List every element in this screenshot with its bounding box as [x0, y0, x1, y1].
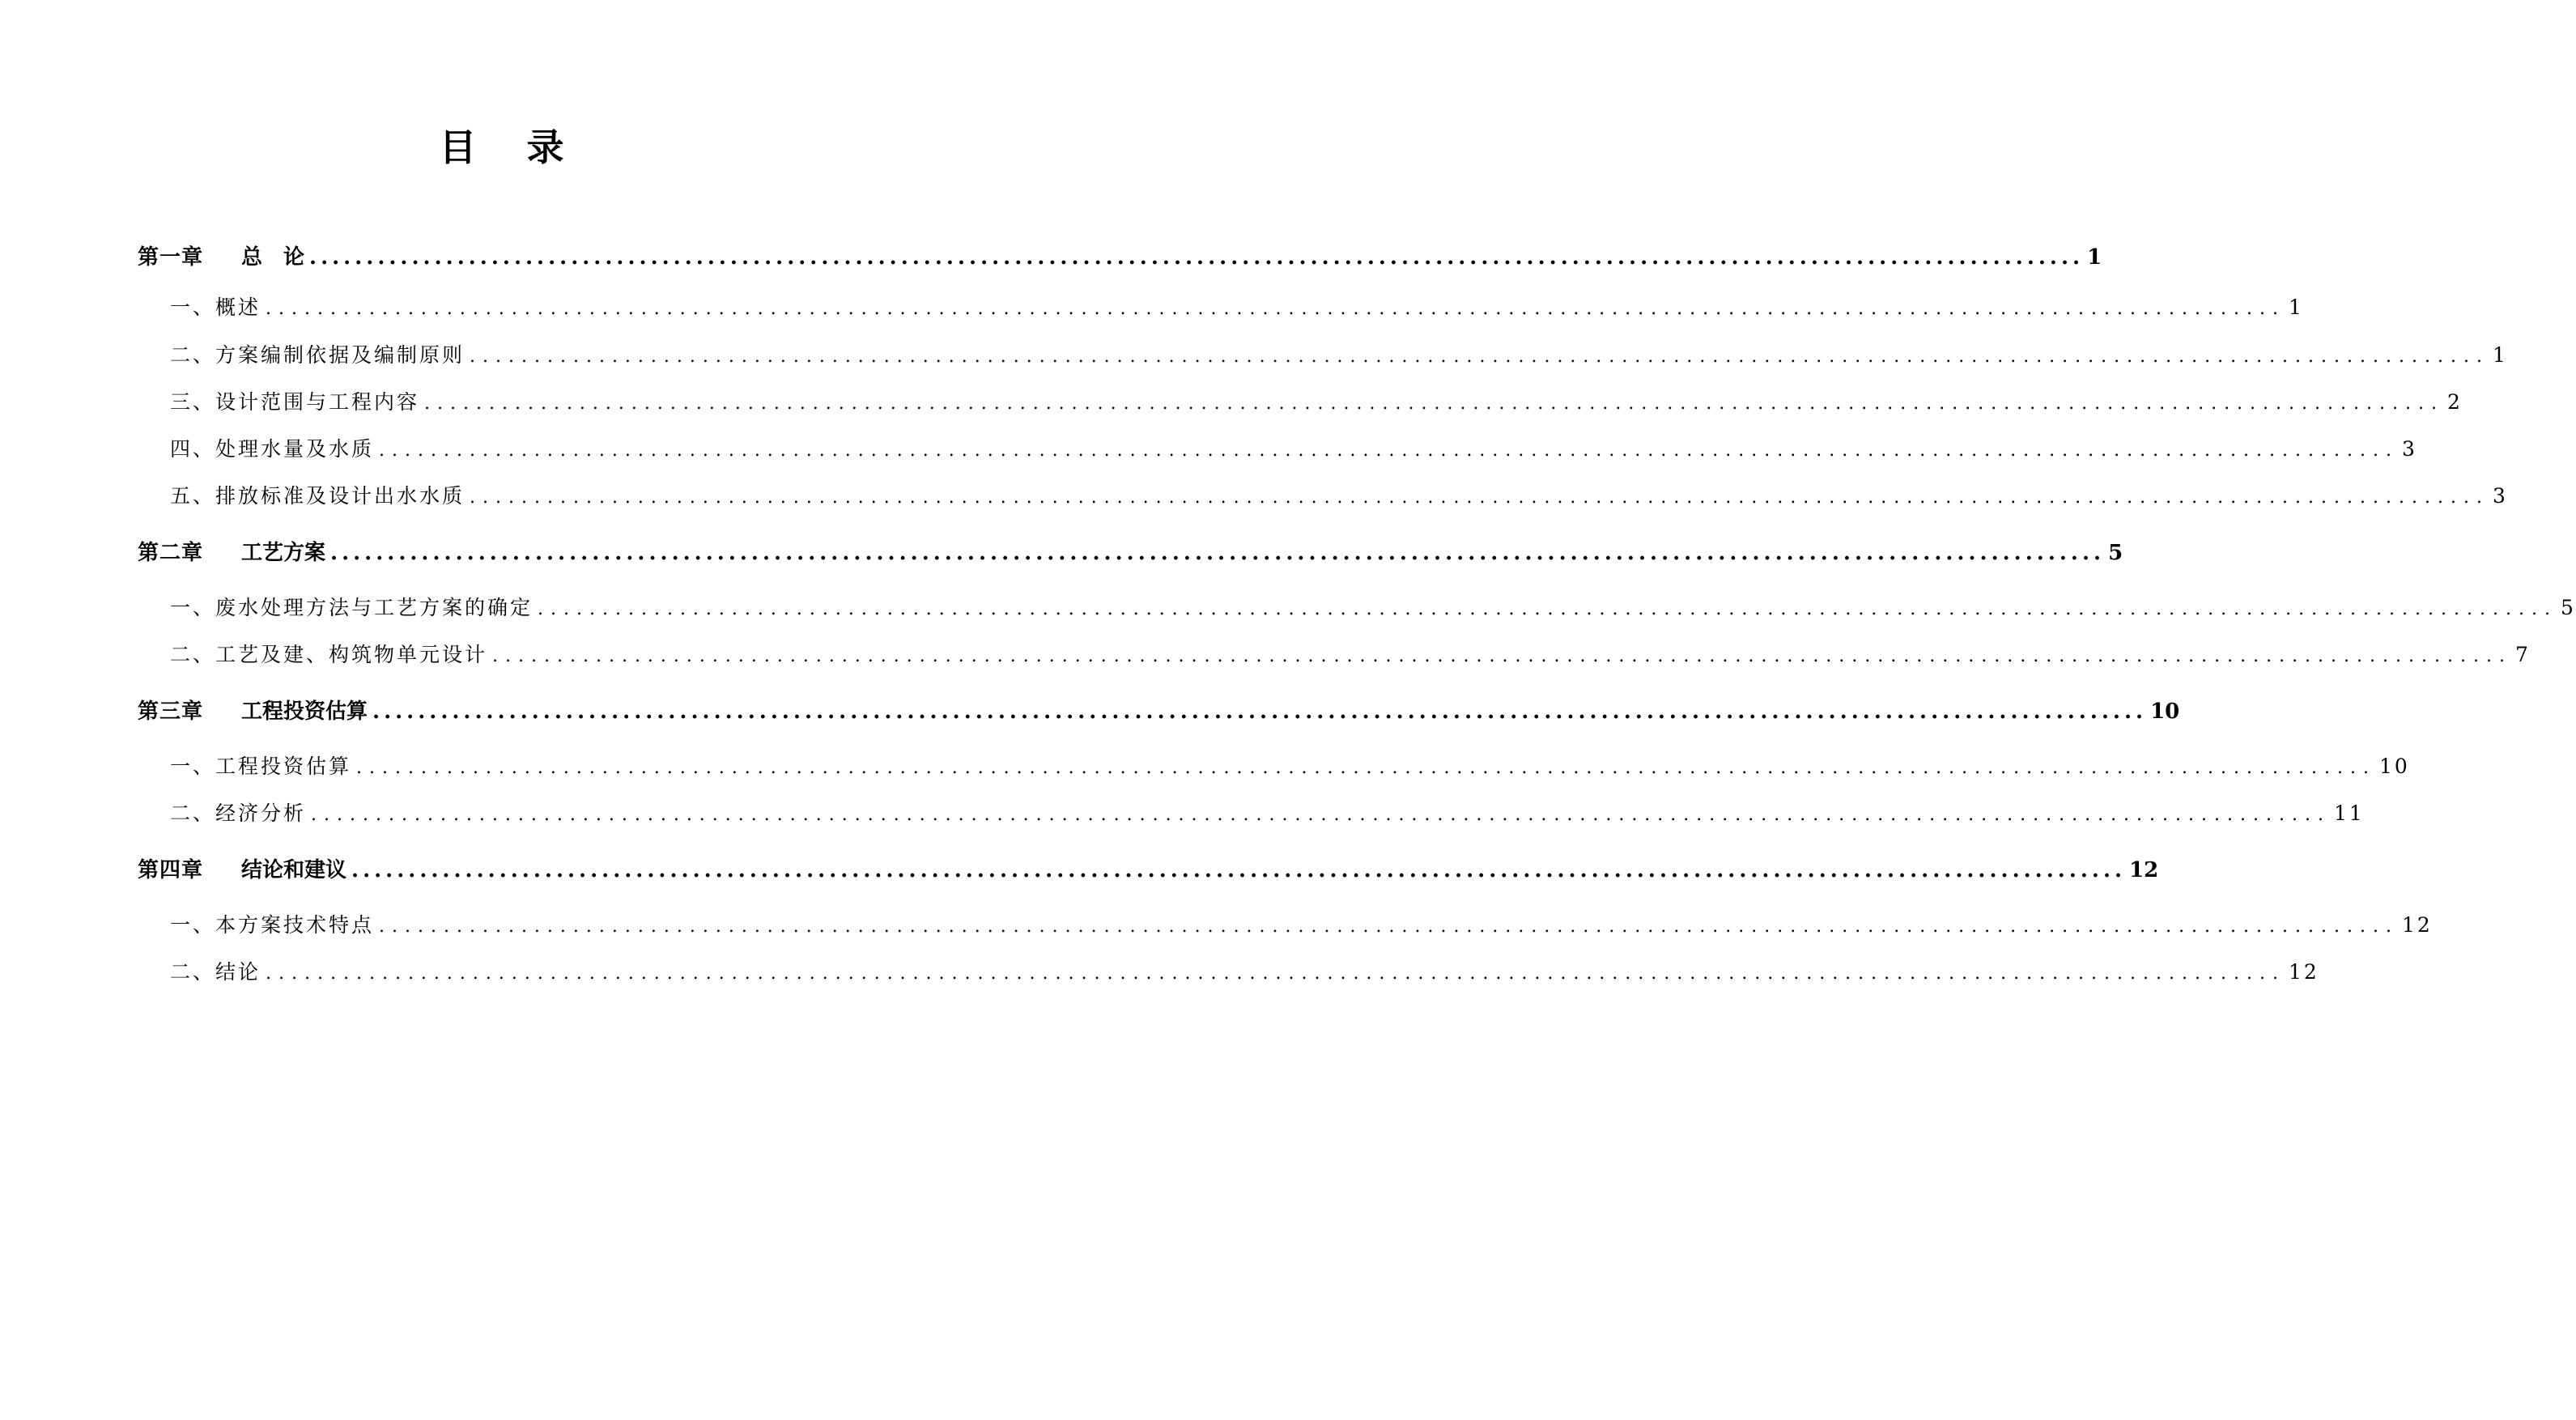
toc-section-1-1[interactable]	[154, 293, 2304, 324]
page-number: 5	[2108, 541, 2123, 565]
page-number: 1	[2492, 343, 2508, 367]
section-title: 一、概述	[170, 295, 261, 319]
chapter-title: 工程投资估算	[241, 699, 368, 724]
chapter-number: 第三章	[138, 699, 204, 724]
dot-leader: ............................................................................................................................................................	[379, 440, 2399, 461]
page-number: 1	[2288, 295, 2304, 319]
chapter-number: 第二章	[138, 541, 204, 565]
toc-section-1-3[interactable]	[154, 388, 2463, 419]
toc-chapter-1[interactable]	[138, 243, 2102, 272]
page-number: 3	[2492, 484, 2508, 508]
page-number: 3	[2401, 437, 2417, 461]
chapter-label	[138, 697, 368, 726]
dot-leader: ............................................................................................................................................................	[470, 346, 2489, 367]
page-number: 7	[2514, 643, 2531, 666]
page-number: 10	[2150, 699, 2180, 724]
dot-leader: ............................................................................................................................................................	[379, 916, 2399, 937]
chapter-number: 第一章	[138, 245, 204, 270]
chapter-label	[138, 243, 304, 272]
section-title: 一、工程投资估算	[170, 755, 352, 778]
chapter-label	[138, 538, 325, 568]
page-number: 12	[2401, 913, 2433, 937]
section-title: 一、本方案技术特点	[170, 913, 375, 937]
dot-leader: ............................................................................................................................................................	[309, 245, 2085, 270]
toc-section-4-1[interactable]	[154, 911, 2433, 942]
dot-leader: ............................................................................................................................................................	[330, 541, 2106, 565]
dot-leader: ............................................................................................................................................................	[424, 393, 2444, 414]
page-number: 12	[2129, 858, 2159, 882]
section-title: 二、方案编制依据及编制原则	[170, 343, 465, 367]
section-title: 二、经济分析	[170, 801, 307, 825]
dot-leader: ............................................................................................................................................................	[351, 858, 2127, 882]
toc-section-2-1[interactable]	[154, 593, 2576, 624]
toc-chapter-3[interactable]	[138, 697, 2180, 726]
dot-leader: ............................................................................................................................................................	[538, 599, 2557, 619]
chapter-number: 第四章	[138, 858, 204, 882]
chapter-title: 工艺方案	[241, 541, 326, 565]
dot-leader: ............................................................................................................................................................	[266, 963, 2285, 984]
page-number: 11	[2333, 801, 2365, 825]
dot-leader: ............................................................................................................................................................	[356, 758, 2376, 778]
section-title: 四、处理水量及水质	[170, 437, 375, 461]
page-number: 12	[2288, 960, 2319, 984]
toc-section-1-2[interactable]	[154, 341, 2508, 372]
dot-leader: ............................................................................................................................................................	[492, 646, 2512, 666]
section-title: 三、设计范围与工程内容	[170, 390, 420, 414]
page-number: 2	[2446, 390, 2463, 414]
page-number: 10	[2378, 755, 2410, 778]
section-title: 二、工艺及建、构筑物单元设计	[170, 643, 488, 666]
dot-leader: ............................................................................................................................................................	[470, 487, 2489, 508]
page-number: 5	[2560, 596, 2576, 619]
chapter-label	[138, 856, 346, 885]
section-title: 二、结论	[170, 960, 261, 984]
section-title: 一、废水处理方法与工艺方案的确定	[170, 596, 533, 619]
toc-section-2-2[interactable]	[154, 640, 2531, 671]
toc-chapter-2[interactable]	[138, 538, 2123, 568]
dot-leader: ............................................................................................................................................................	[372, 699, 2148, 724]
page-number: 1	[2087, 245, 2102, 270]
toc-section-1-4[interactable]	[154, 435, 2417, 466]
toc-section-3-2[interactable]	[154, 799, 2365, 830]
toc-chapter-4[interactable]	[138, 856, 2159, 885]
chapter-title: 结论和建议	[241, 858, 347, 882]
toc-section-4-2[interactable]	[154, 958, 2319, 988]
dot-leader: ............................................................................................................................................................	[266, 299, 2285, 319]
toc-section-1-5[interactable]	[154, 482, 2508, 512]
toc-title-char-1: 目	[439, 125, 478, 169]
toc-section-3-1[interactable]	[154, 752, 2410, 783]
toc-title-char-2: 录	[526, 125, 566, 169]
dot-leader: ............................................................................................................................................................	[311, 805, 2331, 825]
chapter-title: 总 论	[241, 245, 305, 270]
section-title: 五、排放标准及设计出水水质	[170, 484, 465, 508]
toc-title	[0, 123, 1005, 172]
